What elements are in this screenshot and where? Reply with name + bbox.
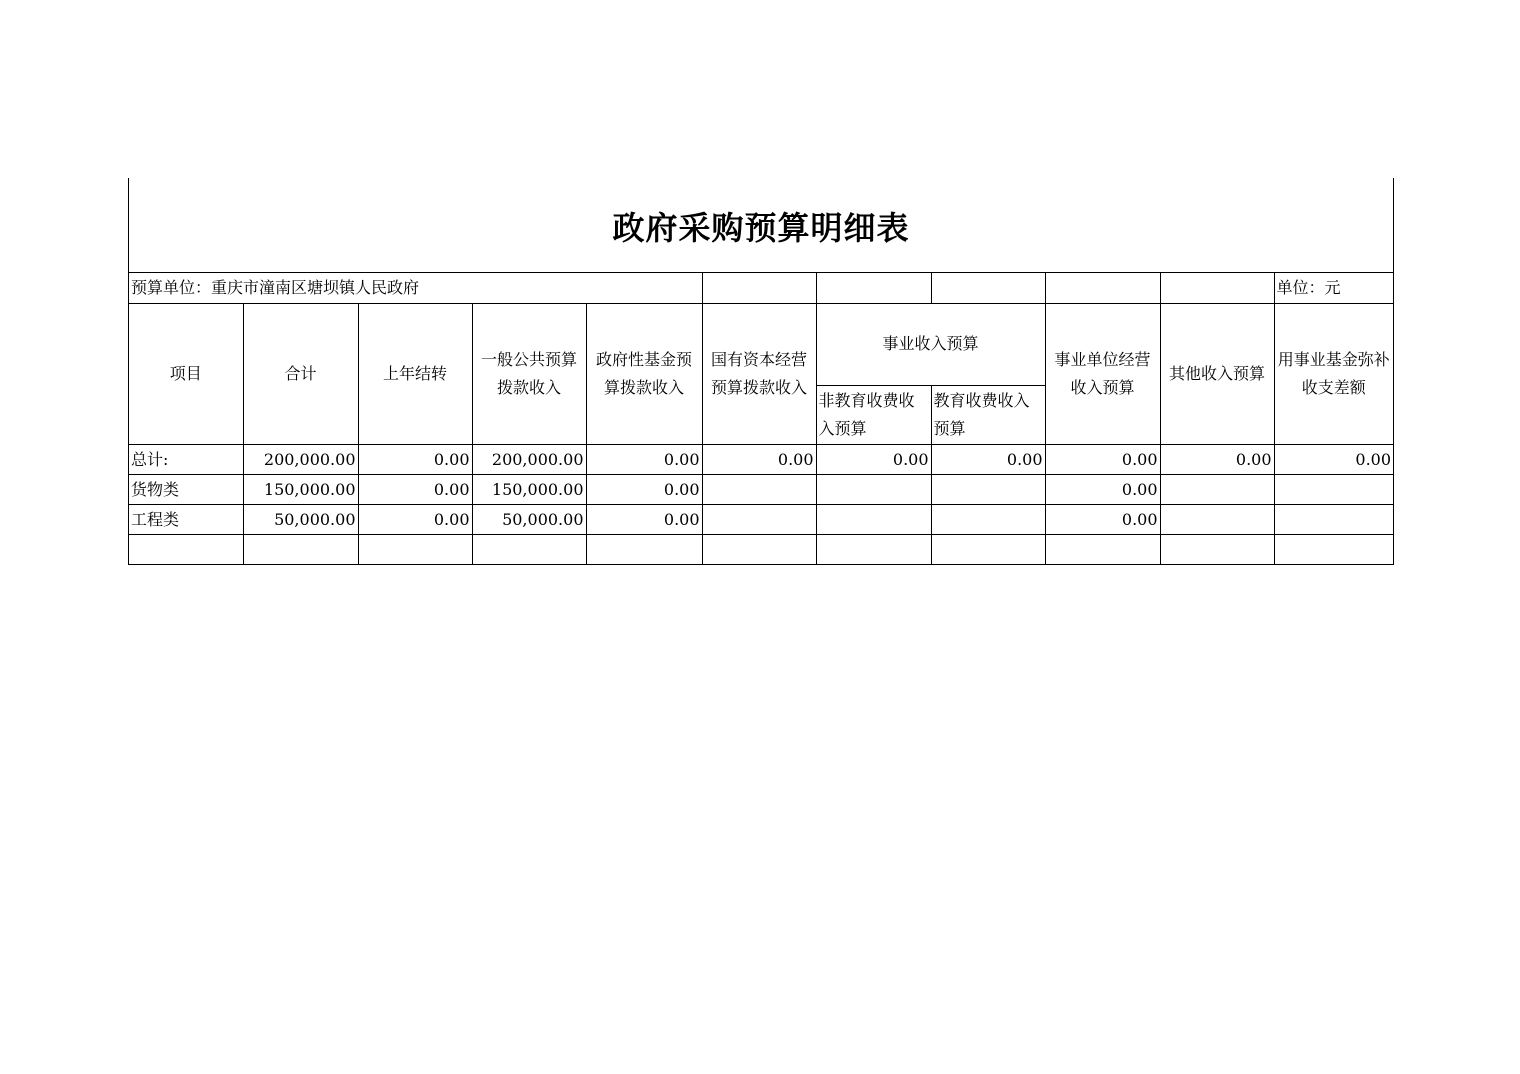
cell-total: [243, 535, 358, 565]
cell-general: 150,000.00: [472, 475, 586, 505]
cell-general: 50,000.00: [472, 505, 586, 535]
cell-operating: 0.00: [1045, 445, 1160, 475]
cell-state: 0.00: [702, 445, 816, 475]
cell-prior: 0.00: [358, 505, 472, 535]
cell-non-edu: [816, 475, 931, 505]
cell-other: [1160, 505, 1274, 535]
table-row: [129, 535, 1393, 565]
cell-state: [702, 505, 816, 535]
currency-unit-label: 单位：元: [1274, 273, 1393, 304]
table-row: [129, 445, 1393, 475]
header-education-fee: 教育收费收入预算: [931, 385, 1045, 444]
header-row-1: [129, 304, 1393, 386]
header-item: 项目: [129, 304, 243, 445]
cell-total: 50,000.00: [243, 505, 358, 535]
info-blank-cell: [931, 273, 1045, 304]
cell-other: 0.00: [1160, 445, 1274, 475]
info-blank-cell: [816, 273, 931, 304]
cell-general: 200,000.00: [472, 445, 586, 475]
cell-item: 工程类: [129, 505, 243, 535]
cell-prior: [358, 535, 472, 565]
header-non-education-fee: 非教育收费收入预算: [816, 385, 931, 444]
budget-unit-label: 预算单位：重庆市潼南区塘坝镇人民政府: [129, 273, 702, 304]
header-institution-operating: 事业单位经营收入预算: [1045, 304, 1160, 445]
cell-item: [129, 535, 243, 565]
title-row: [129, 178, 1393, 273]
header-state-capital-budget: 国有资本经营预算拨款收入: [702, 304, 816, 445]
header-general-public-budget: 一般公共预算拨款收入: [472, 304, 586, 445]
cell-operating: [1045, 535, 1160, 565]
header-other-income: 其他收入预算: [1160, 304, 1274, 445]
cell-prior: 0.00: [358, 475, 472, 505]
header-total: 合计: [243, 304, 358, 445]
cell-state: [702, 475, 816, 505]
cell-edu: [931, 535, 1045, 565]
cell-general: [472, 535, 586, 565]
info-row: [129, 273, 1393, 304]
cell-edu: 0.00: [931, 445, 1045, 475]
cell-edu: [931, 475, 1045, 505]
header-institution-income-group: 事业收入预算: [816, 304, 1045, 386]
table-row: [129, 475, 1393, 505]
cell-fund: 0.00: [586, 475, 702, 505]
cell-fund: 0.00: [586, 505, 702, 535]
cell-offset: [1274, 505, 1393, 535]
info-blank-cell: [702, 273, 816, 304]
cell-non-edu: [816, 535, 931, 565]
cell-offset: 0.00: [1274, 445, 1393, 475]
header-institution-fund-offset: 用事业基金弥补收支差额: [1274, 304, 1393, 445]
cell-edu: [931, 505, 1045, 535]
cell-other: [1160, 475, 1274, 505]
header-prior-year-carryover: 上年结转: [358, 304, 472, 445]
cell-operating: 0.00: [1045, 505, 1160, 535]
cell-fund: 0.00: [586, 445, 702, 475]
cell-total: 200,000.00: [243, 445, 358, 475]
cell-total: 150,000.00: [243, 475, 358, 505]
cell-other: [1160, 535, 1274, 565]
cell-non-edu: 0.00: [816, 445, 931, 475]
info-blank-cell: [1160, 273, 1274, 304]
cell-item: 总计:: [129, 445, 243, 475]
cell-prior: 0.00: [358, 445, 472, 475]
info-blank-cell: [1045, 273, 1160, 304]
header-gov-fund-budget: 政府性基金预算拨款收入: [586, 304, 702, 445]
budget-table: [129, 273, 1393, 565]
cell-non-edu: [816, 505, 931, 535]
page-title: 政府采购预算明细表: [612, 209, 910, 247]
cell-state: [702, 535, 816, 565]
cell-fund: [586, 535, 702, 565]
cell-offset: [1274, 535, 1393, 565]
cell-offset: [1274, 475, 1393, 505]
table-row: [129, 505, 1393, 535]
cell-item: 货物类: [129, 475, 243, 505]
cell-operating: 0.00: [1045, 475, 1160, 505]
budget-sheet: [128, 178, 1394, 565]
